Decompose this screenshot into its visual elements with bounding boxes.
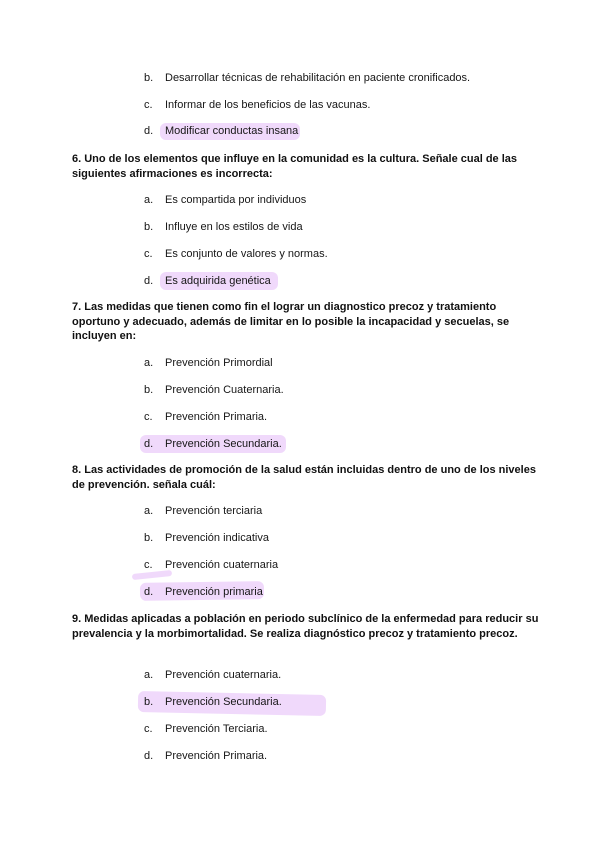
list-item: c. Prevención Primaria. [144, 411, 268, 423]
question-9: 9. Medidas aplicadas a población en periodo subclínico de la enfermedad para reducir su prevalencia y la morbimortalidad. Se realiza diagnóstico precoz y tratamiento precoz. [72, 613, 539, 640]
list-item: d. Prevención Primaria. [144, 750, 268, 762]
list-item: c. Informar de los beneficios de las vacunas. [144, 99, 371, 111]
list-item: a. Prevención cuaternaria. [144, 669, 282, 681]
list-item: a. Prevención terciaria [144, 505, 263, 517]
list-item: b. Desarrollar técnicas de rehabilitación en paciente cronificados. [144, 72, 471, 84]
list-item: d. Es adquirida genética [144, 275, 271, 287]
list-item: b. Prevención Secundaria. [144, 696, 282, 708]
list-item: d. Prevención primaria [144, 586, 263, 598]
list-item: b. Prevención indicativa [144, 532, 269, 544]
list-item: c. Prevención Terciaria. [144, 723, 268, 735]
list-item: d. Modificar conductas insana [144, 125, 299, 137]
list-item: b. Influye en los estilos de vida [144, 221, 303, 233]
list-item: c. Es conjunto de valores y normas. [144, 248, 328, 260]
question-8: 8. Las actividades de promoción de la salud están incluidas dentro de uno de los niveles de prevención. señala cuál: [72, 464, 536, 491]
question-7: 7. Las medidas que tienen como fin el lograr un diagnostico precoz y tratamiento oportuno y adecuado, además de limitar en lo posible la incapacidad y secuelas, se incluyen en: [72, 301, 510, 342]
list-item: c. Prevención cuaternaria [144, 559, 279, 571]
list-item: a. Es compartida por individuos [144, 194, 307, 206]
list-item: a. Prevención Primordial [144, 357, 273, 369]
list-item: d. Prevención Secundaria. [144, 438, 282, 450]
question-6: 6. Uno de los elementos que influye en la comunidad es la cultura. Señale cual de las siguientes afirmaciones es incorrecta: [72, 153, 518, 180]
list-item: b. Prevención Cuaternaria. [144, 384, 284, 396]
